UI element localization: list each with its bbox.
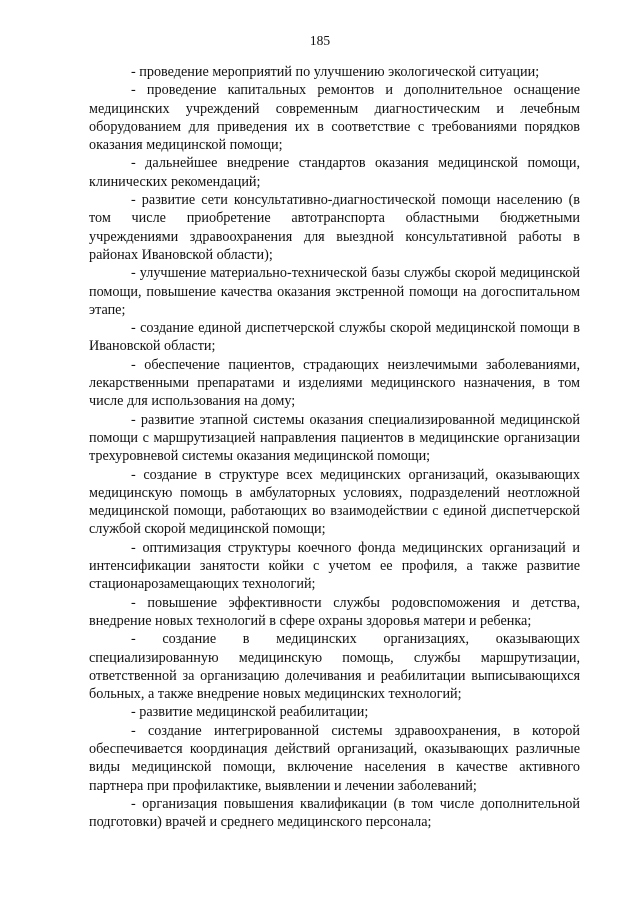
list-item-paragraph: - создание в медицинских организациях, оказывающих специализированную медицинскую помощь, службы маршрутизации, ответственной за организацию долечивания и реабилитации выписывающихся больных, а также внедрение новых медицинских технологий; bbox=[89, 631, 580, 703]
list-item-paragraph: - обеспечение пациентов, страдающих неизлечимыми заболеваниями, лекарственными препаратами и изделиями медицинского назначения, в том числе для использования на дому; bbox=[89, 356, 580, 410]
list-item-paragraph: - проведение мероприятий по улучшению экологической ситуации; bbox=[131, 64, 540, 80]
page-number: 185 bbox=[309, 33, 331, 48]
list-item-paragraph: - организация повышения квалификации (в том числе дополнительной подготовки) врачей и среднего медицинского персонала; bbox=[89, 795, 580, 831]
list-item-paragraph: - создание интегрированной системы здравоохранения, в которой обеспечивается координация действий организаций, оказывающих различные виды медицинской помощи, включение населения в качестве активного партнера при профилактике, выявлении и лечении заболеваний; bbox=[89, 722, 580, 794]
list-item-paragraph: - повышение эффективности службы родовспоможения и детства, внедрение новых технологий в сфере охраны здоровья матери и ребенка; bbox=[89, 594, 580, 629]
list-item-paragraph: - оптимизация структуры коечного фонда медицинских организаций и интенсификации занятости койки с учетом ее профиля, а также развитие стационарозамещающих технологий; bbox=[89, 539, 580, 593]
list-item-paragraph: - проведение капитальных ремонтов и дополнительное оснащение медицинских учреждений современным диагностическим и лечебным оборудованием для приведения их в соответствие с требованиями порядков оказания медицинской помощи; bbox=[89, 82, 580, 154]
list-item-paragraph: - улучшение материально-технической базы службы скорой медицинской помощи, повышение качества оказания экстренной помощи на догоспитальном этапе; bbox=[89, 265, 580, 318]
list-item-paragraph: - развитие медицинской реабилитации; bbox=[131, 704, 369, 721]
list-item-paragraph: - создание единой диспетчерской службы скорой медицинской помощи в Ивановской области; bbox=[89, 320, 580, 355]
list-item-paragraph: - развитие этапной системы оказания специализированной медицинской помощи с маршрутизацией направления пациентов в медицинские организации трехуровневой системы оказания медицинской помощи; bbox=[89, 411, 580, 465]
document-body bbox=[89, 63, 580, 831]
list-item-paragraph: - создание в структуре всех медицинских организаций, оказывающих медицинскую помощь в амбулаторных условиях, подразделений неотложной медицинской помощи, работающих во взаимодействии с единой диспетчерской службой скорой медицинской помощи; bbox=[89, 466, 580, 538]
list-item-paragraph: - развитие сети консультативно-диагностической помощи населению (в том числе приобретение автотранспорта областными бюджетными учреждениями здравоохранения для выездной консультативной работы в районах Ивановской области); bbox=[89, 192, 580, 263]
list-item-paragraph: - дальнейшее внедрение стандартов оказания медицинской помощи, клинических рекомендаций; bbox=[89, 155, 580, 190]
